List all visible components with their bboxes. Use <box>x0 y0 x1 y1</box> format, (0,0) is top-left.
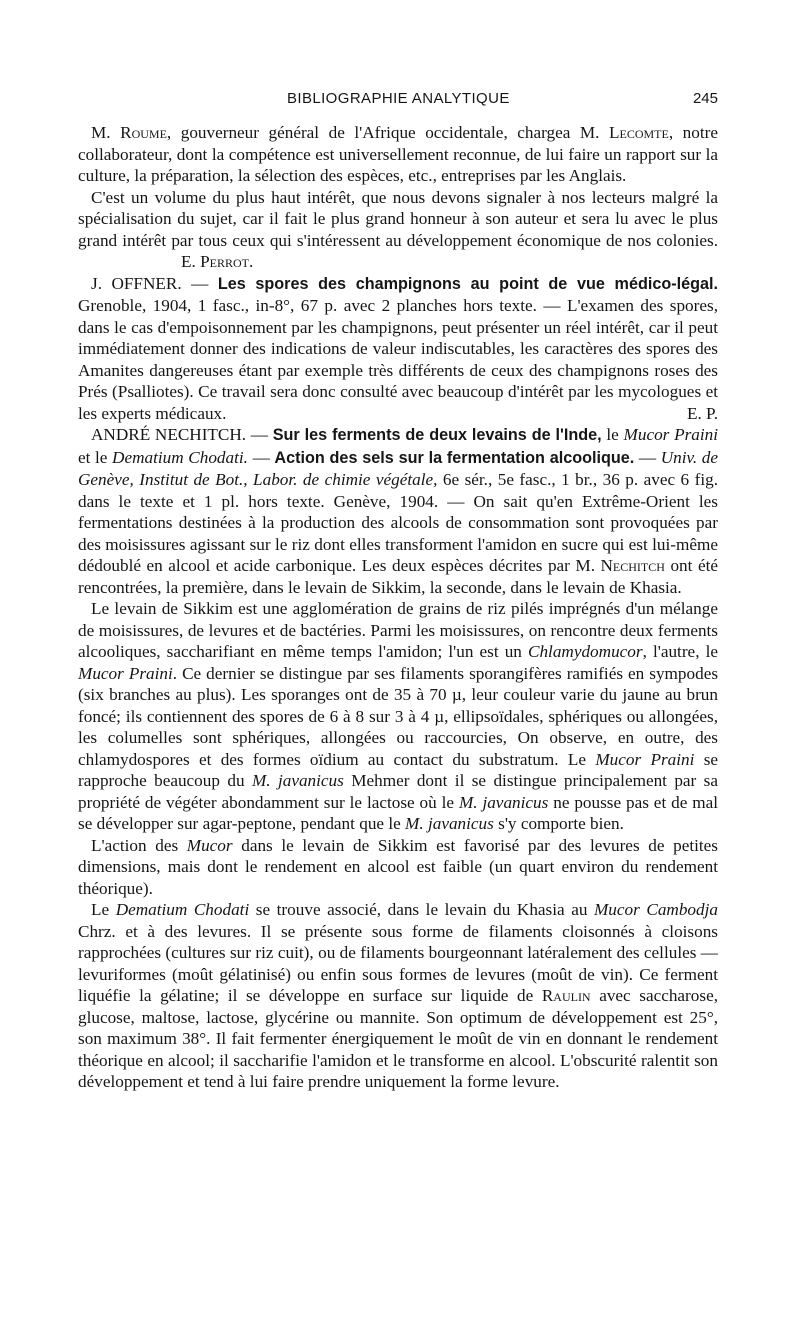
species-name: Mucor Praini <box>595 749 695 769</box>
species-name: M. javanicus <box>405 814 494 833</box>
entry-title: Action des sels sur la fermentation alcoolique. <box>274 448 635 467</box>
text-run: M. <box>91 123 121 142</box>
person-name: Roume <box>120 123 167 142</box>
entry-offner <box>78 273 718 425</box>
reviewer-signature: E. P. <box>686 403 718 423</box>
species-name: Mucor Cambodja <box>593 900 718 919</box>
text-run: — <box>246 425 273 444</box>
text-run: — <box>634 447 661 467</box>
text-run: Mehmer dont il se distingue principalement par sa propriété de végéter abondamment sur le lactose où le <box>78 771 718 812</box>
page-body <box>78 122 718 1093</box>
text-run: avec saccharose, glucose, maltose, lactose, glycérine ou mannite. Son optimum de développement est 25°, son maximum 38°. Il fait fermenter énergiquement le moût de vin en donnant le rendement théorique en alcool; il saccharifie l'amidon et le transforme en alcool. L'obscurité ralentit son développement et tend à lui faire prendre uniquement la forme levure. <box>78 986 718 1091</box>
text-run: — <box>181 273 218 293</box>
person-name: Nechitch <box>600 556 665 575</box>
text-run: . Ce dernier se distingue par ses filaments sporangifères ramifiés en sympodes (six branches au plus). Les sporanges ont de 35 à 70 µ, leur couleur varie du jaune au brun foncé; ils contiennent des spores de 6 à 8 sur 3 à 4 µ, ellipsoïdales, sphériques ou allongées, les columelles sont sphériques, allongées ou raccourcies, On observe, en outre, des chlamydospores et des formes oïdium au contact du substratum. Le <box>78 663 719 769</box>
entry-nechitch <box>78 424 718 598</box>
text-run: s'y comporte bien. <box>493 814 624 833</box>
entry-title: Les spores des champignons au point de vue médico-légal. <box>217 274 718 293</box>
paragraph-dematium <box>78 899 718 1093</box>
species-name: M. javanicus <box>458 792 549 812</box>
text-run: Le levain de Sikkim est une agglomération de grains de riz pilés imprégnés d'un mélange de moisissures, de levures et de bactéries. Parmi les moisissures, on rencontre deux ferments alcooliques, saccharifiant en même temps l'amidon; l'un est un <box>78 599 718 661</box>
paragraph-roume <box>78 122 718 187</box>
person-name: Lecomte <box>609 123 669 142</box>
running-header <box>78 90 718 114</box>
person-name: Raulin <box>541 986 591 1005</box>
text-run: dans le levain de Sikkim est favorisé par des levures de petites dimensions, mais dont le rendement en alcool est faible (un quart environ du rendement théorique). <box>78 835 718 898</box>
species-name: Chlamydomucor <box>528 642 643 661</box>
entry-author: J. OFFNER. <box>91 273 182 293</box>
text-run: L'action des <box>91 835 187 855</box>
species-name: Dematium Chodati. <box>112 447 248 467</box>
reviewer-signature: E. Perrot. <box>181 252 254 271</box>
text-run: C'est un volume du plus haut intérêt, que nous devons signaler à nos lecteurs malgré la spécialisation du sujet, car il fait le plus grand honneur à son auteur et sera lu avec le plus grand intérêt par tous ceux qui s'intéressent au développement économique de nos colonies. <box>78 187 718 250</box>
text-run: Grenoble, 1904, 1 fasc., in-8°, 67 p. avec 2 planches hors texte. — L'examen des spores, dans le cas d'empoisonnement par les champignons, peut présenter un réel intérêt, car il peut immédiatement donner des indications de valeur indiscutables, les caractères des spores des Amanites dangereuses étant par exemple très différents de ceux des champignons roses des Prés (Psalliotes). Ce travail sera donc consulté avec beaucoup d'intérêt par les mycologues et les experts médicaux. <box>78 296 718 423</box>
species-name: M. javanicus <box>251 771 344 790</box>
text-run: le <box>601 425 624 444</box>
species-name: Mucor Praini <box>78 663 173 683</box>
species-name: Mucor Praini <box>623 425 719 444</box>
species-name: Dematium Chodati <box>115 900 250 919</box>
text-run: Le <box>91 900 116 919</box>
text-run: , notre collaborateur, dont la compétence est universellement reconnue, de lui faire un rapport sur la culture, la préparation, la sélection des espèces, etc., entreprises par les Anglais. <box>78 123 718 185</box>
text-run: et le <box>78 447 113 467</box>
species-name: Mucor <box>186 835 233 855</box>
text-run: , l'autre, le <box>642 642 718 661</box>
paragraph-action <box>78 835 718 900</box>
text-run: se rapproche beaucoup du <box>78 749 719 790</box>
paragraph-review-conclusion <box>78 187 718 273</box>
text-run: , gouverneur général de l'Afrique occidentale, chargea M. <box>166 123 609 142</box>
text-run: ne pousse pas et de mal se développer sur agar-peptone, pendant que le <box>78 792 718 833</box>
entry-author: ANDRÉ NECHITCH. <box>91 425 247 444</box>
text-run: 6e sér., 5e fasc., 1 br., 36 p. avec 6 fig. dans le texte et 1 pl. hors texte. Genève, 1904. — On sait qu'en Extrême-Orient les fermentations destinées à la production des alcools de consommation sont provoquées par des moisissures agissant sur le riz dont elles transforment l'amidon en sucre qui est lui-même dédoublé en alcool et acide carbonique. Les deux espèces décrites par M. <box>78 470 718 575</box>
page-number: 245 <box>692 90 718 107</box>
text-run: Chrz. et à des levures. Il se présente sous forme de filaments cloisonnés à cloisons rapprochées (cultures sur riz cuit), ou de filaments bourgeonnant latéralement des cellules — levuriformes (moût gélatinisé) ou enfin sous formes de levures (moût de vin). Ce ferment liquéfie la gélatine; il se développe en surface sur liquide de <box>78 921 718 1005</box>
entry-source: Univ. de Genève, Institut de Bot., Labor. de chimie végétale, <box>78 447 719 489</box>
text-run: se trouve associé, dans le levain du Khasia au <box>249 900 594 919</box>
entry-title: Sur les ferments de deux levains de l'Inde, <box>272 426 602 444</box>
text-run: ont été rencontrées, la première, dans le levain de Sikkim, la seconde, dans le levain de Khasia. <box>78 556 718 597</box>
running-title: BIBLIOGRAPHIE ANALYTIQUE <box>287 90 510 107</box>
text-run: — <box>247 447 275 467</box>
paragraph-sikkim <box>78 598 718 835</box>
